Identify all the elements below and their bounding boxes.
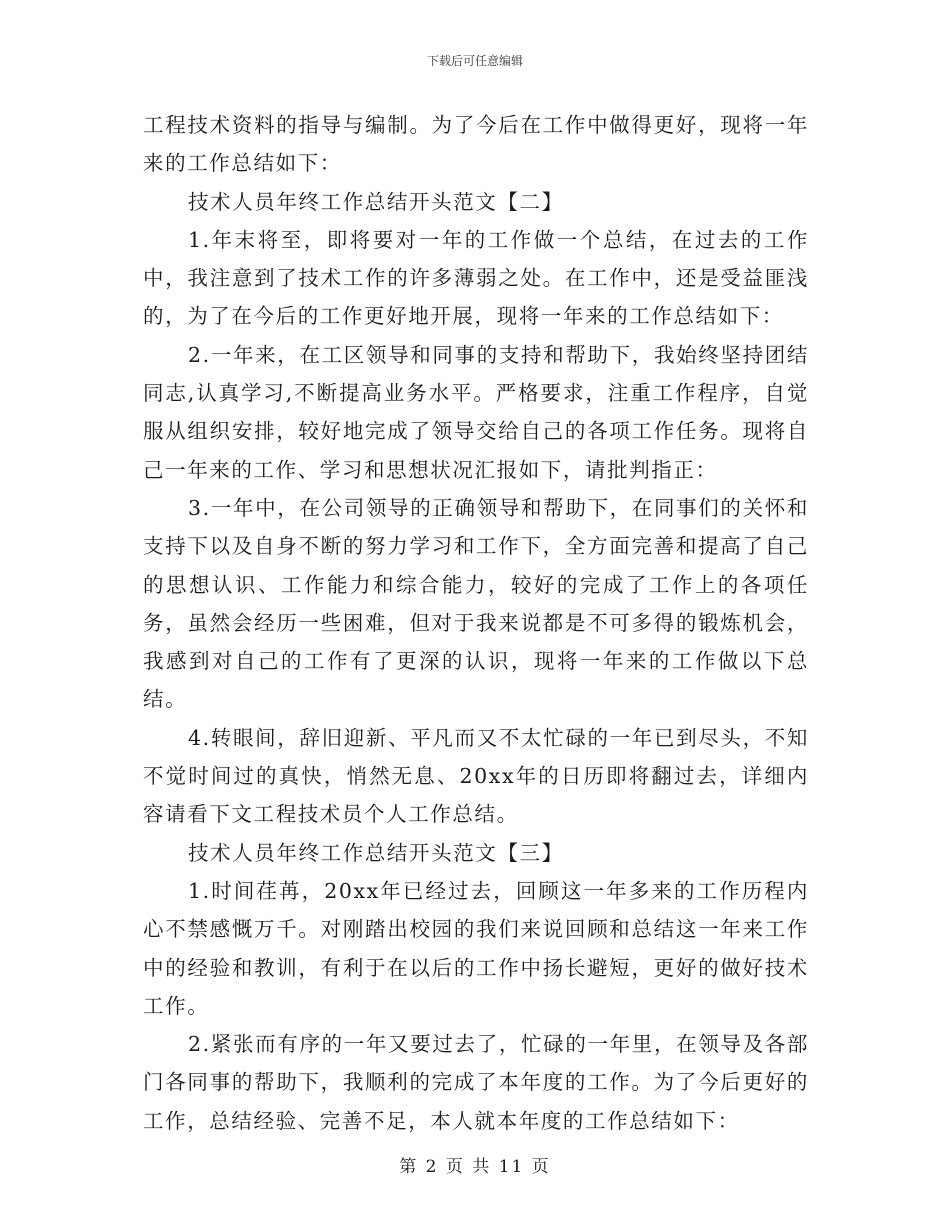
paragraph: 1.时间荏苒，20xx年已经过去，回顾这一年多来的工作历程内心不禁感慨万千。对刚踏出校园的我们来说回顾和总结这一年来工作中的经验和教训，有利于在以后的工作中扬长避短，更好的做好技术工作。 [143,878,809,1018]
paragraph: 4.转眼间，辞旧迎新、平凡而又不太忙碌的一年已到尽头，不知不觉时间过的真快，悄然无息、20xx年的日历即将翻过去，详细内容请看下文工程技术员个人工作总结。 [143,725,809,827]
paragraph: 2.一年来，在工区领导和同事的支持和帮助下，我始终坚持团结同志,认真学习,不断提高业务水平。严格要求，注重工作程序，自觉服从组织安排，较好地完成了领导交给自己的各项工作任务。现将自己一年来的工作、学习和思想状况汇报如下，请批判指正： [143,342,809,482]
paragraph: 2.紧张而有序的一年又要过去了，忙碌的一年里，在领导及各部门各同事的帮助下，我顺利的完成了本年度的工作。为了今后更好的工作，总结经验、完善不足，本人就本年度的工作总结如下： [143,1032,809,1133]
paragraph: 3.一年中，在公司领导的正确领导和帮助下，在同事们的关怀和支持下以及自身不断的努力学习和工作下，全方面完善和提高了自己的思想认识、工作能力和综合能力，较好的完成了工作上的各项任务，虽然会经历一些困难，但对于我来说都是不可多得的锻炼机会，我感到对自己的工作有了更深的认识，现将一年来的工作做以下总结。 [143,495,809,712]
page-header-note: 下载后可任意编辑 [426,54,523,68]
paragraph: 1.年末将至，即将要对一年的工作做一个总结，在过去的工作中，我注意到了技术工作的许多薄弱之处。在工作中，还是受益匪浅的，为了在今后的工作更好地开展，现将一年来的工作总结如下： [143,227,809,329]
section-heading-2: 技术人员年终工作总结开头范文【二】 [188,189,564,214]
paragraph-continuation: 工程技术资料的指导与编制。为了今后在工作中做得更好，现将一年来的工作总结如下： [143,113,809,176]
page-number-footer: 第 2 页 共 11 页 [399,1157,551,1177]
document-body [143,106,809,1140]
section-heading-3: 技术人员年终工作总结开头范文【三】 [188,840,564,865]
